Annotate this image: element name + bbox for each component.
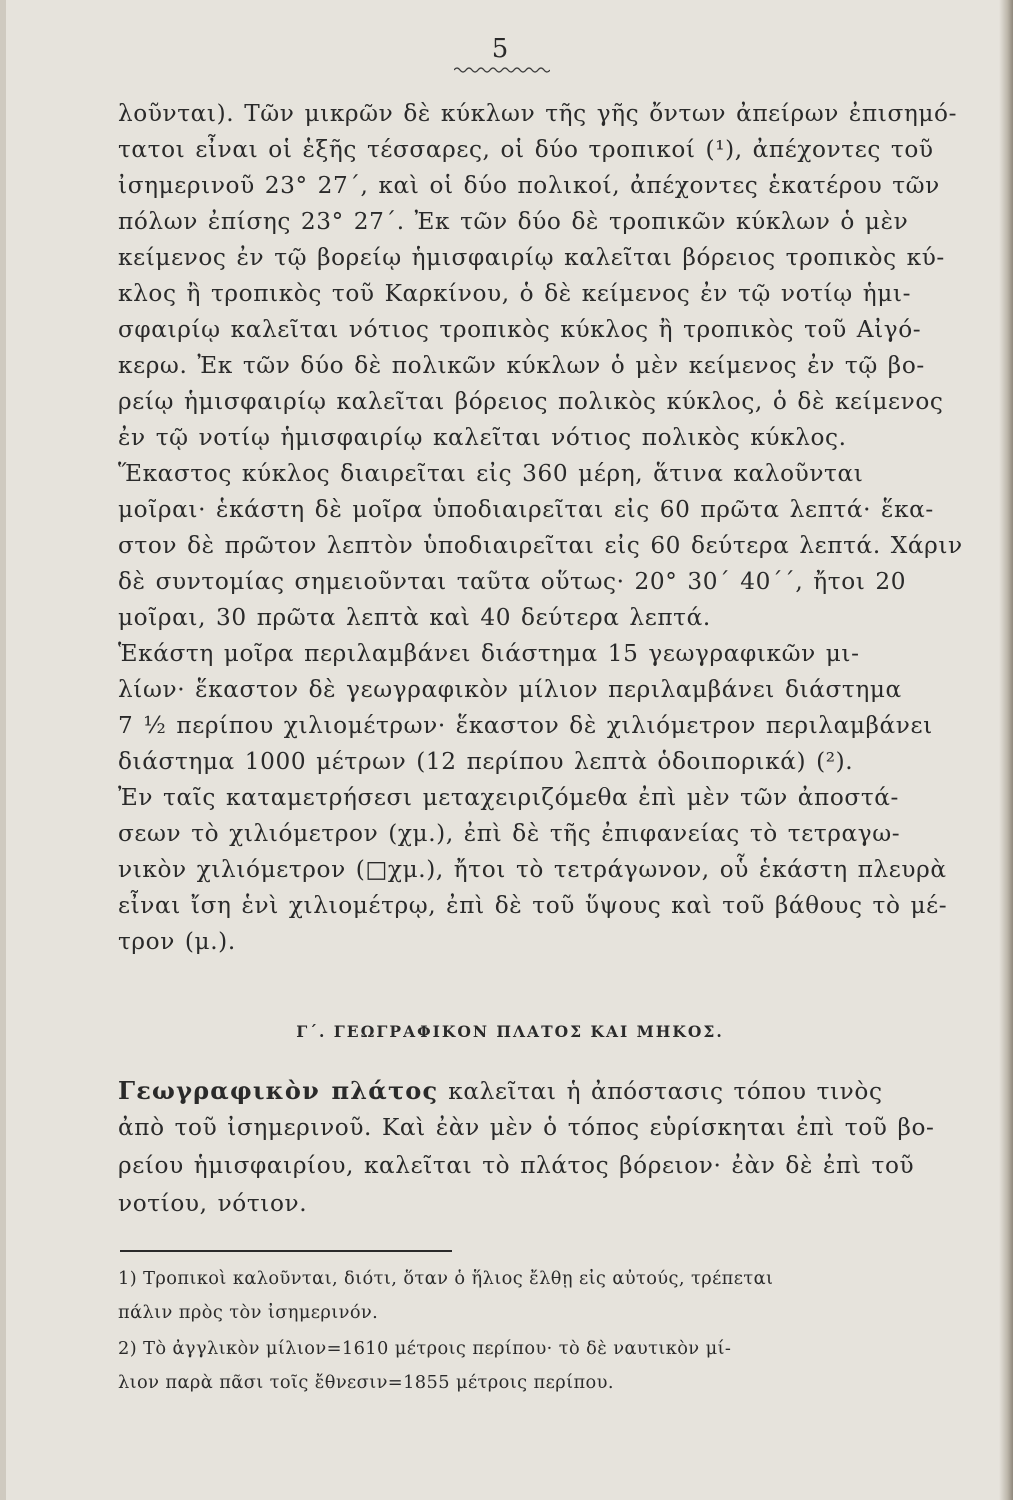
footnote-separator xyxy=(120,1250,452,1252)
body-line: ρείῳ ἡμισφαιρίῳ καλεῖται βόρειος πολικὸς κύκλος, ὁ δὲ κείμενος xyxy=(118,388,944,415)
section-heading: Γ΄. ΓΕΩΓΡΑΦΙΚΟΝ ΠΛΑΤΟΣ ΚΑΙ ΜΗΚΟΣ. xyxy=(296,1022,724,1041)
section-line: ρείου ἡμισφαιρίου, καλεῖται τὸ πλάτος βόρειον· ἐὰν δὲ ἐπὶ τοῦ xyxy=(118,1152,915,1179)
body-line: Ἑκάστη μοῖρα περιλαμβάνει διάστημα 15 γεωγραφικῶν μι- xyxy=(118,640,860,667)
body-line: κερω. Ἐκ τῶν δύο δὲ πολικῶν κύκλων ὁ μὲν κείμενος ἐν τῷ βο- xyxy=(118,352,925,379)
footnote-line: 1) Τροπικοὶ καλοῦνται, διότι, ὅταν ὁ ἥλιος ἔλθῃ εἰς αὐτούς, τρέπεται xyxy=(118,1268,774,1289)
body-line: σεων τὸ χιλιόμετρον (χμ.), ἐπὶ δὲ τῆς ἐπιφανείας τὸ τετραγω- xyxy=(118,820,901,847)
body-line: νικὸν χιλιόμετρον (□χμ.), ἤτοι τὸ τετράγωνον, οὗ ἑκάστη πλευρὰ xyxy=(118,856,947,883)
body-line: μοῖραι· ἑκάστη δὲ μοῖρα ὑποδιαιρεῖται εἰς 60 πρῶτα λεπτά· ἕκα- xyxy=(118,496,934,523)
footnote-line: 2) Τὸ ἀγγλικὸν μίλιον=1610 μέτροις περίπου· τὸ δὲ ναυτικὸν μί- xyxy=(118,1338,732,1359)
body-line: τρον (μ.). xyxy=(118,928,236,955)
section-line: νοτίου, νότιον. xyxy=(118,1190,308,1217)
footnote-line: λιον παρὰ πᾶσι τοῖς ἔθνεσιν=1855 μέτροις περίπου. xyxy=(118,1372,614,1393)
page-number: 5 xyxy=(491,34,509,64)
body-line: δὲ συντομίας σημειοῦνται ταῦτα οὕτως· 20° 30΄ 40΄΄, ἤτοι 20 xyxy=(118,568,907,595)
body-line: σφαιρίῳ καλεῖται νότιος τροπικὸς κύκλος ἢ τροπικὸς τοῦ Αἰγό- xyxy=(118,316,922,343)
body-line: κείμενος ἐν τῷ βορείῳ ἡμισφαιρίῳ καλεῖται βόρειος τροπικὸς κύ- xyxy=(118,244,945,271)
page-edge-right xyxy=(999,0,1013,1500)
section-first-line xyxy=(118,1076,883,1116)
section-line: ἀπὸ τοῦ ἰσημερινοῦ. Καὶ ἐὰν μὲν ὁ τόπος εὑρίσκηται ἐπὶ τοῦ βο- xyxy=(118,1114,935,1141)
page-edge-left xyxy=(0,0,6,1500)
footnote-line: πάλιν πρὸς τὸν ἰσημερινόν. xyxy=(118,1302,379,1323)
body-line: τατοι εἶναι οἱ ἑξῆς τέσσαρες, οἱ δύο τροπικοί (¹), ἀπέχοντες τοῦ xyxy=(118,136,934,163)
body-line: ἰσημερινοῦ 23° 27΄, καὶ οἱ δύο πολικοί, ἀπέχοντες ἑκατέρου τῶν xyxy=(118,172,940,199)
body-line: πόλων ἐπίσης 23° 27΄. Ἐκ τῶν δύο δὲ τροπικῶν κύκλων ὁ μὲν xyxy=(118,208,909,235)
body-line: κλος ἢ τροπικὸς τοῦ Καρκίνου, ὁ δὲ κείμενος ἐν τῷ νοτίῳ ἡμι- xyxy=(118,280,912,307)
body-line: στον δὲ πρῶτον λεπτὸν ὑποδιαιρεῖται εἰς 60 δεύτερα λεπτά. Χάριν xyxy=(118,532,963,559)
body-line: 7 ½ περίπου χιλιομέτρων· ἕκαστον δὲ χιλιόμετρον περιλαμβάνει xyxy=(118,712,933,739)
body-line: εἶναι ἴση ἑνὶ χιλιομέτρῳ, ἐπὶ δὲ τοῦ ὕψους καὶ τοῦ βάθους τὸ μέ- xyxy=(118,892,948,919)
body-line: Ἐν ταῖς καταμετρήσεσι μεταχειριζόμεθα ἐπὶ μὲν τῶν ἀποστά- xyxy=(118,784,899,811)
body-line: ἐν τῷ νοτίῳ ἡμισφαιρίῳ καλεῖται νότιος πολικὸς κύκλος. xyxy=(118,424,847,451)
body-line: Ἕκαστος κύκλος διαιρεῖται εἰς 360 μέρη, ἅτινα καλοῦνται xyxy=(118,460,864,487)
body-line: λοῦνται). Τῶν μικρῶν δὲ κύκλων τῆς γῆς ὄντων ἀπείρων ἐπισημό- xyxy=(118,100,958,127)
body-line: λίων· ἕκαστον δὲ γεωγραφικὸν μίλιον περιλαμβάνει διάστημα xyxy=(118,676,902,703)
section-first-line-rest: καλεῖται ἡ ἀπόστασις τόπου τινὸς xyxy=(438,1078,883,1105)
section-bold-term: Γεωγραφικὸν πλάτος xyxy=(118,1076,439,1105)
body-line: διάστημα 1000 μέτρων (12 περίπου λεπτὰ ὁδοιπορικά) (²). xyxy=(118,748,854,775)
page-number-ornament xyxy=(454,66,550,74)
body-line: μοῖραι, 30 πρῶτα λεπτὰ καὶ 40 δεύτερα λεπτά. xyxy=(118,604,711,631)
